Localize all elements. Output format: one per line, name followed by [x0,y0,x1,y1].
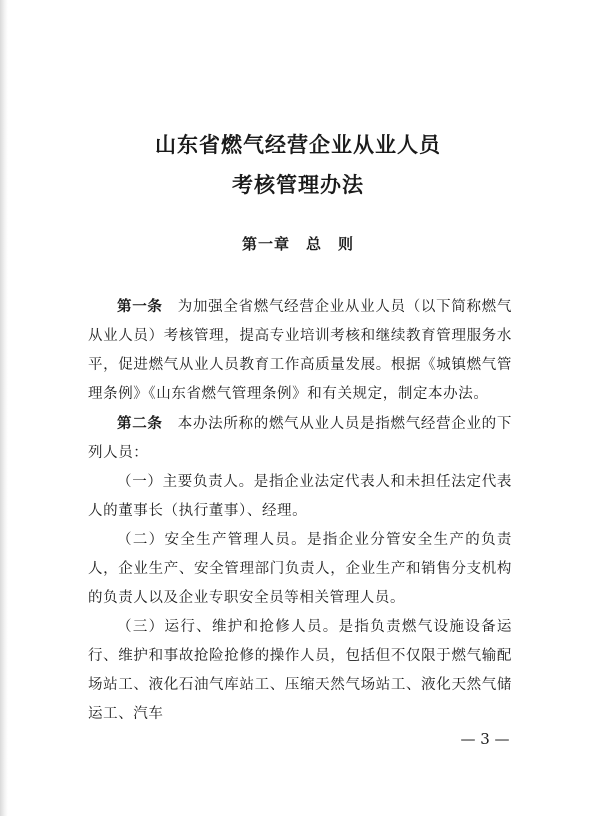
page-left-edge-shadow [0,0,8,816]
document-title-line-2: 考核管理办法 [232,172,364,197]
list-item-paragraph [88,613,512,729]
document-body [88,292,512,729]
list-item-text: （一）主要负责人。是指企业法定代表人和未担任法定代表人的董事长（执行董事）、经理。 [88,474,512,519]
list-item-text: （二）安全生产管理人员。是指企业分管安全生产的负责人，企业生产、安全管理部门负责人，企业生产和销售分支机构的负责人以及企业专职安全员等相关管理人员。 [88,532,512,606]
chapter-heading: 第一章 总 则 [241,235,354,253]
article-text: 本办法所称的燃气从业人员是指燃气经营企业的下列人员： [88,416,512,461]
list-item-text: （三）运行、维护和抢修人员。是指负责燃气设施设备运行、维护和事故抢险抢修的操作人员，包括但不仅限于燃气输配场站工、液化石油气库站工、压缩天然气场站工、液化天然气储运工、汽车 [88,619,512,722]
list-item-paragraph [88,468,512,526]
list-item-paragraph [88,526,512,613]
page-number: — 3 — [460,730,510,748]
article-text: 为加强全省燃气经营企业从业人员（以下简称燃气从业人员）考核管理，提高专业培训考核和继续教育管理服务水平，促进燃气从业人员教育工作高质量发展。根据《城镇燃气管理条例》《山东省燃气管理条例》和有关规定，制定本办法。 [88,299,512,402]
article-label: 第二条 [117,415,163,432]
document-title-line-1: 山东省燃气经营企业从业人员 [155,132,441,157]
article-paragraph [88,292,512,409]
article-label: 第一条 [117,298,163,315]
article-paragraph [88,409,512,468]
